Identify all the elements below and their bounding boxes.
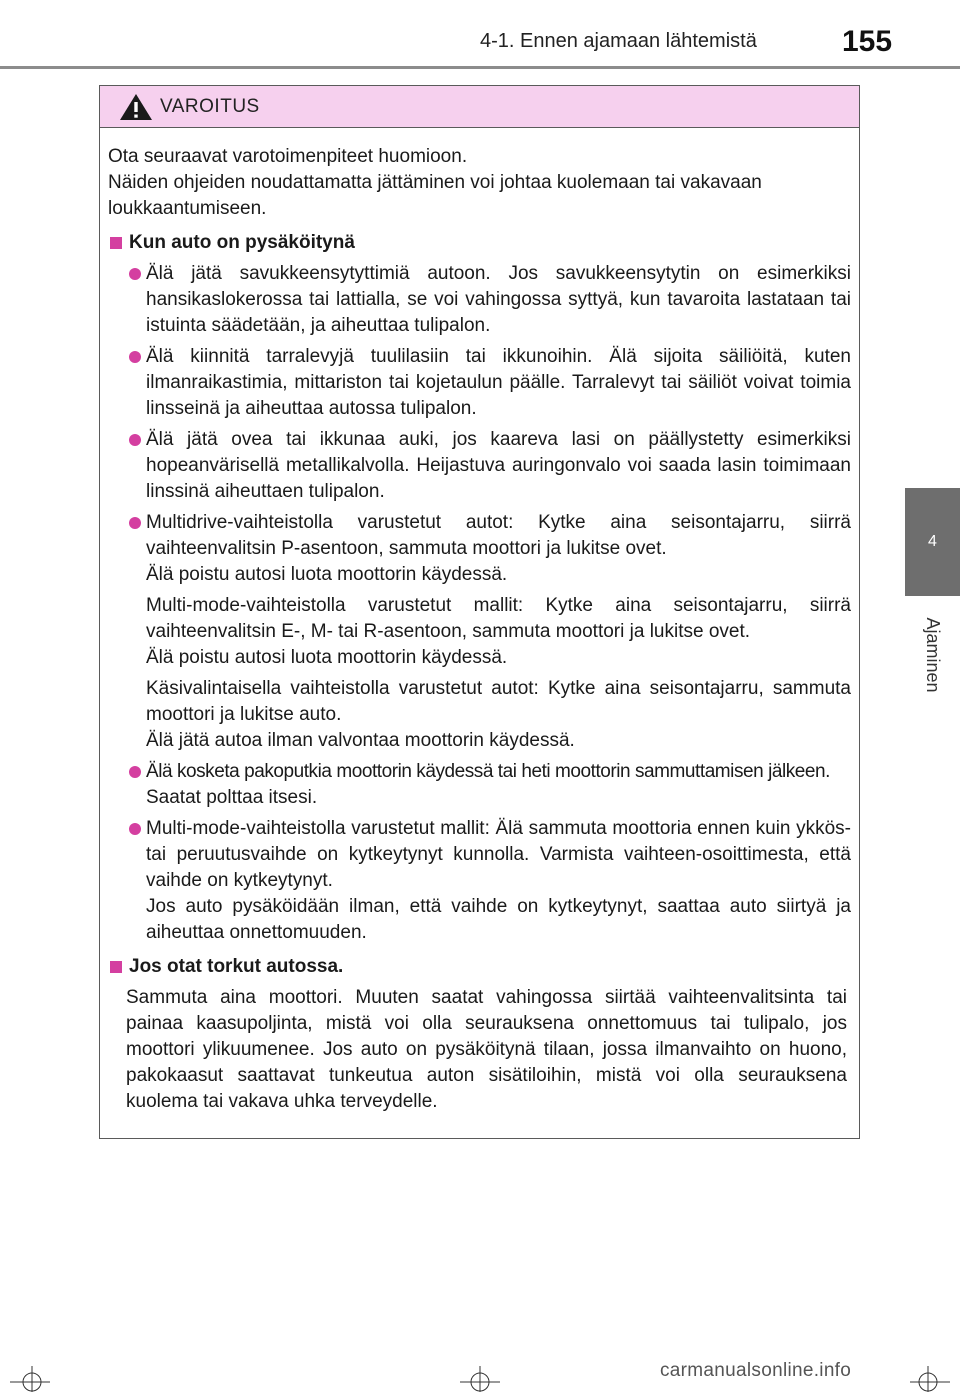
warning-triangle-icon: [118, 92, 154, 122]
section-napping: [108, 954, 851, 1115]
item-text: Älä poistu autosi luota moottorin käydessä.: [146, 647, 508, 668]
section-parked: [108, 230, 851, 946]
crop-mark-icon: [10, 1364, 50, 1392]
crop-mark-icon: [910, 1364, 950, 1392]
list-item: [108, 816, 851, 946]
watermark: carmanualsonline.info: [660, 1360, 852, 1381]
item-text: Multi-mode-vaihteistolla varustetut mallit: Älä sammuta moottoria ennen kuin ykkös- tai peruutusvaihde on kytkeytynyt kunnolla. Varmista vaihteen-osoittimesta, että vaihde on kytkeytynyt.: [146, 818, 851, 891]
list-item: [108, 344, 851, 422]
circle-bullet-icon: [129, 351, 141, 363]
section-text: Sammuta aina moottori. Muuten saatat vahingossa siirtää vaihteenvalitsinta tai painaa kaasupoljinta, mistä voi olla seurauksena onnettomuus tai tulipalo, jos moottori ylikuumenee. Jos auto on pysäköitynä tilaan, jossa ilmanvaihto on huono, pakokaasut saattavat tunkeutua auton sisätiloihin, mistä voi olla seurauksena kuolema tai vakava uhka terveydelle.: [126, 987, 847, 1112]
item-text: Multi-mode-vaihteistolla varustetut mallit: Kytke aina seisontajarru, siirrä vaihteenvalitsin E-, M- tai R-asentoon, sammuta moottori ja lukitse ovet.: [146, 595, 851, 642]
page-number: 155: [842, 25, 893, 58]
intro-line: Ota seuraavat varotoimenpiteet huomioon.: [108, 146, 468, 167]
item-text: Älä kosketa pakoputkia moottorin käydessä tai heti moottorin sammuttamisen jälkeen.: [146, 761, 830, 782]
item-text: Multidrive-vaihteistolla varustetut autot: Kytke aina seisontajarru, siirrä vaihteenvalitsin P-asentoon, sammuta moottori ja lukitse ovet.: [146, 512, 851, 559]
circle-bullet-icon: [129, 766, 141, 778]
intro-line: Näiden ohjeiden noudattamatta jättäminen voi johtaa kuolemaan tai vakavaan loukkaantumiseen.: [108, 172, 762, 219]
circle-bullet-icon: [129, 268, 141, 280]
item-text: Käsivalintaisella vaihteistolla varustetut autot: Kytke aina seisontajarru, sammuta moottori ja lukitse auto.: [146, 678, 851, 725]
item-text: Älä kiinnitä tarralevyjä tuulilasiin tai ikkunoihin. Älä sijoita säiliöitä, kuten ilmanraikastimia, mittariston tai kojetaulun päälle. Tarralevyt tai säiliöt voivat toimia linsseinä ja aiheuttaa autossa tulipalon.: [146, 346, 851, 419]
running-header: 4-1. Ennen ajamaan lähtemistä: [480, 30, 757, 52]
square-bullet-icon: [110, 237, 122, 249]
chapter-number: 4: [928, 533, 937, 550]
item-text: Jos auto pysäköidään ilman, että vaihde on kytkeytynyt, saattaa auto siirtyä ja aiheuttaa onnettomuuden.: [146, 896, 851, 943]
warning-intro: [108, 144, 851, 222]
list-item: [108, 510, 851, 588]
header-rule: [0, 66, 960, 69]
section-heading-text: Kun auto on pysäköitynä: [129, 232, 355, 253]
circle-bullet-icon: [129, 434, 141, 446]
warning-body: [100, 128, 859, 1115]
circle-bullet-icon: [129, 517, 141, 529]
item-text: Saatat polttaa itsesi.: [146, 787, 318, 808]
section-heading: [108, 230, 851, 256]
list-item: [108, 759, 851, 811]
list-item: [108, 427, 851, 505]
section-heading: [108, 954, 851, 980]
item-text: Älä jätä autoa ilman valvontaa moottorin käydessä.: [146, 730, 575, 751]
list-item-continuation: [108, 593, 851, 671]
item-text: Älä jätä savukkeensytyttimiä autoon. Jos savukkeensytytin on esimerkiksi hansikaslokerossa tai lattialla, se voi vahingossa syttyä, kun tavaroita lastataan tai istuinta säädetään, ja aiheuttaa tulipalon.: [146, 263, 851, 336]
section-heading-text: Jos otat torkut autossa.: [129, 956, 344, 977]
chapter-tab: [905, 488, 960, 596]
warning-title: VAROITUS: [160, 95, 260, 117]
list-item-continuation: [108, 676, 851, 754]
square-bullet-icon: [110, 961, 122, 973]
chapter-title: Ajaminen: [923, 617, 944, 693]
crop-mark-icon: [460, 1364, 500, 1392]
list-item: [108, 261, 851, 339]
item-text: Älä jätä ovea tai ikkunaa auki, jos kaareva lasi on päällystetty esimerkiksi hopeanvärisellä metallikalvolla. Heijastuva auringonvalo voi saada lasin toimimaan linssinä aiheuttaen tulipalon.: [146, 429, 851, 502]
item-text: Älä poistu autosi luota moottorin käydessä.: [146, 564, 508, 585]
warning-box: [99, 85, 860, 1139]
circle-bullet-icon: [129, 823, 141, 835]
warning-header: [100, 86, 859, 128]
